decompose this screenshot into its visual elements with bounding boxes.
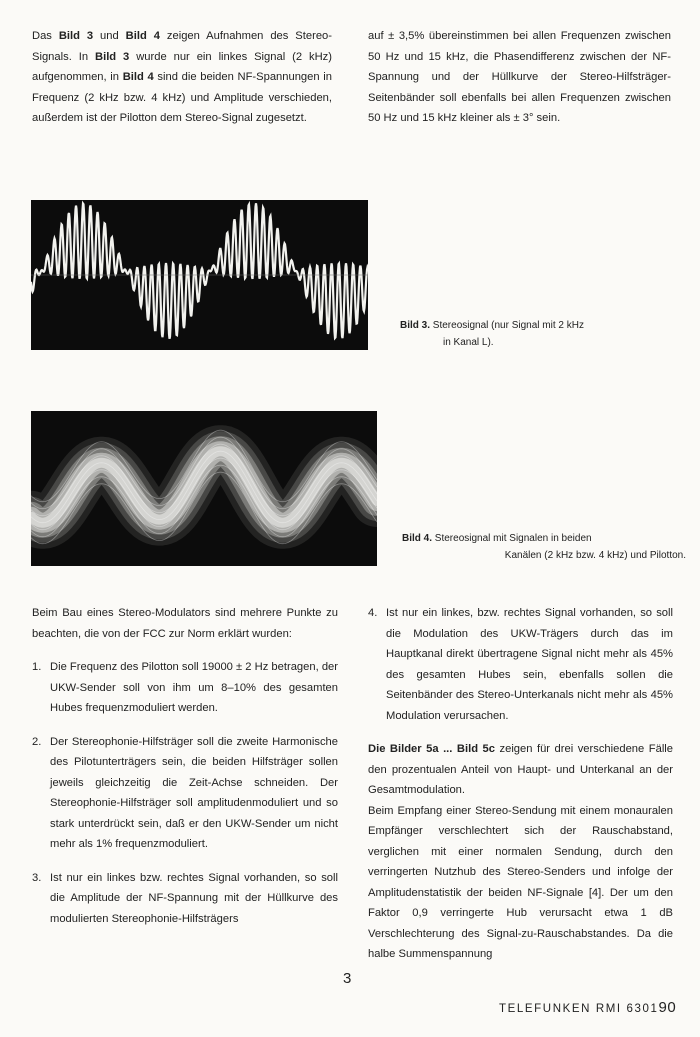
list-item-4: 4. Ist nur ein linkes, bzw. rechtes Signal vorhanden, so soll die Modulation des UKW-Trägers durch das im Hauptkanal direkt übertragene Signal nicht mehr als 45% des gesamten Hubes sein, ebenfalls sollen die Seitenbänder des Stereo-Unterkanals nicht mehr als 45% Modulation verursachen. (368, 607, 673, 722)
figure-3-label: Bild 3. (400, 320, 431, 331)
figure-4-label: Bild 4. (402, 533, 433, 544)
requirements-intro: Beim Bau eines Stereo-Modulators sind mehrere Punkte zu beachten, die von der FCC zur Norm erklärt wurden: (32, 607, 338, 640)
list-item-2: 2. Der Stereophonie-Hilfsträger soll die zweite Harmonische des Pilotunterträgers sein, die beiden Hilfsträger sollen jeweils gleichzeitig die Zeit-Achse schneiden. Der Stereophonie-Hilfsträger soll amplitudenmoduliert und so stark unterdrückt sein, daß er den UKW-Sender um nicht mehr als 1% frequenzmoduliert. (32, 735, 338, 850)
figures-5-paragraph: Die Bilder 5a ... Bild 5c zeigen für drei verschiedene Fälle den prozentualen Anteil von Haupt- und Unterkanal an der Gesamtmodulation. (368, 743, 674, 796)
right-column-text (368, 603, 673, 965)
reception-paragraph: Beim Empfang einer Stereo-Sendung mit einem monauralen Empfänger verschlechtert sich der Rauschabstand, verglichen mit einer normalen Sendung, durch den verringerten Nutzhub des Stereo-Senders und infolge der Amplitudenstatistik der beiden NF-Signale [4]. Der um den Faktor 0,9 verringerte Hub verursacht etwa 1 dB Verschlechterung des Signal-zu-Rauschabstandes. Da die halbe Summenspannung (368, 804, 673, 960)
fig-ref: Bild 3 (58, 30, 94, 42)
oscilloscope-figure-3 (31, 200, 368, 350)
figure-3-caption: Bild 3. Stereosignal (nur Signal mit 2 kHz in Kanal L). (400, 320, 584, 348)
list-item-3: 3. Ist nur ein linkes bzw. rechtes Signal vorhanden, so soll die Amplitude der NF-Spannung mit der Hüllkurve des modulierten Stereophonie-Hilfsträgers (32, 871, 338, 925)
oscilloscope-figure-4 (31, 411, 377, 566)
page-number: 3 (343, 970, 352, 987)
stereo-signal-trace-2 (31, 411, 377, 566)
fcc-requirements (32, 603, 338, 942)
figure-4-caption: Bild 4. Stereosignal mit Signalen in beiden Kanälen (2 kHz bzw. 4 kHz) und Pilotton. (402, 533, 686, 561)
fig-ref: Bild 3 (95, 50, 130, 63)
footer-brand: TELEFUNKEN RMI 630190 (499, 999, 677, 1016)
fig-ref: Bild 4 (122, 71, 154, 83)
stereo-signal-trace-1 (31, 200, 368, 350)
signal-trace-bild3 (31, 203, 368, 338)
list-item-1: 1. Die Frequenz des Pilotton soll 19000 ± 2 Hz betragen, der UKW-Sender soll von ihm um 8–10% des gesamten Hubes frequenzmoduliert werden. (32, 661, 338, 714)
continuation-paragraph: auf ± 3,5% übereinstimmen bei allen Frequenzen zwischen 50 Hz und 15 kHz, die Phasendifferenz zwischen der NF-Spannung und der Hüllkurve der Stereo-Hilfsträger-Seitenbänder soll ebenfalls bei allen Frequenzen zwischen 50 Hz und 15 kHz kleiner als ± 3° sein. (368, 30, 671, 124)
fig-ref: Bild 4 (125, 30, 160, 42)
intro-paragraph: Das Bild 3 und Bild 4 zeigen Aufnahmen des Stereo-Signals. In Bild 3 wurde nur ein linkes Signal (2 kHz) aufgenommen, in Bild 4 sind die beiden NF-Spannungen in Frequenz (2 kHz bzw. 4 kHz) und Amplitude verschieden, außerdem ist der Pilotton dem Stereo-Signal zugesetzt. (32, 30, 332, 124)
